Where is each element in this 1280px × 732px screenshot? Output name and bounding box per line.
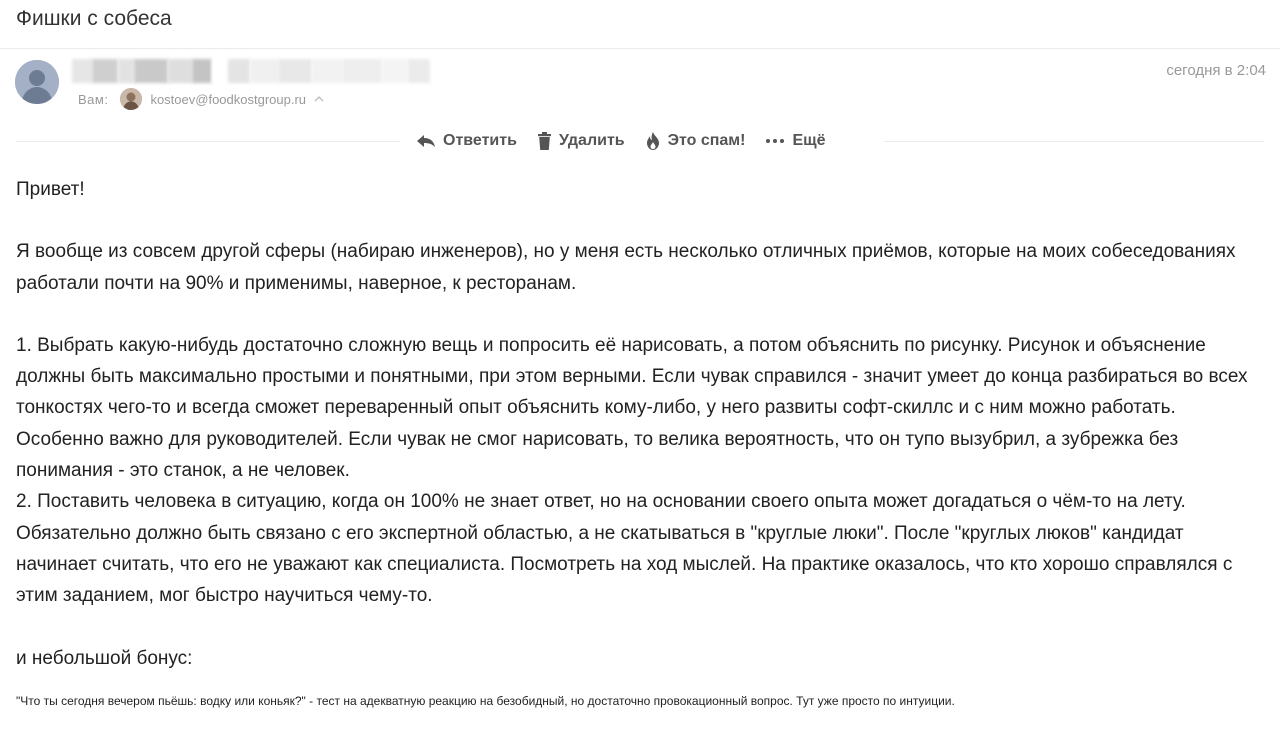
header-divider [0, 48, 1280, 49]
greeting: Привет! [16, 179, 85, 200]
intro-paragraph: Я вообще из совсем другой сферы (набираю инженеров), но у меня есть несколько отличных приёмов, которые на моих собеседованиях работали почти на 90% и применимы, наверное, к ресторанам. [16, 241, 1236, 294]
tip-item-1: 1. Выбрать какую-нибудь достаточно сложную вещь и попросить её нарисовать, а потом объяснить по рисунку. Рисунок и объяснение должны быть максимально простыми и понятными, при этом верными. Если чувак справился - значит умеет до конца разбираться во всех тонкостях чего-то и всегда сможет переваренный опыт объяснить кому-либо, у него развиты софт-скиллс и с ним можно работать. Особенно важно для руководителей. Если чувак не смог нарисовать, то велика вероятность, что он тупо вызубрил, а зубрежка без понимания - это станок, а не человек. [16, 334, 1248, 482]
recipient-avatar [120, 88, 142, 110]
to-label: Вам: [78, 91, 109, 107]
more-label: Ещё [792, 132, 826, 149]
email-body [16, 174, 1266, 674]
more-button[interactable] [765, 132, 825, 150]
user-avatar-icon [15, 60, 59, 104]
bonus-heading: и небольшой бонус: [16, 647, 193, 669]
fire-icon [645, 132, 661, 150]
dots-icon [765, 138, 785, 144]
toolbar-divider-right [884, 141, 1264, 142]
recipient-line [78, 89, 324, 109]
trash-icon [537, 132, 552, 150]
bonus-note: "Что ты сегодня вечером пьёшь: водку или коньяк?" - тест на адекватную реакцию на безобидный, но достаточно провокационный вопрос. Тут уже просто по интуиции. [16, 694, 955, 708]
sender-name-redacted [72, 59, 430, 83]
email-subject: Фишки с собеса [16, 7, 172, 30]
tip-item-2: 2. Поставить человека в ситуацию, когда он 100% не знает ответ, но на основании своего опыта может догадаться о чём-то на лету. Обязательно должно быть связано с его экспертной областью, а не скатываться в "круглые люки". После "круглых люков" кандидат начинает считать, что его не уважают как специалиста. Посмотреть на ход мыслей. На практике оказалось, что кто хорошо справлялся с этим заданием, мог быстро научиться чему-то. [16, 491, 1233, 607]
spam-button[interactable] [645, 132, 746, 150]
email-date: сегодня в 2:04 [1166, 62, 1266, 79]
sender-avatar[interactable] [15, 60, 59, 104]
delete-label: Удалить [558, 132, 625, 149]
reply-label: Ответить [443, 132, 517, 149]
toolbar-divider-left [16, 141, 400, 142]
reply-arrow-icon [416, 134, 436, 148]
spam-label: Это спам! [667, 132, 746, 149]
recipient-email[interactable]: kostoev@foodkostgroup.ru [150, 91, 307, 107]
message-toolbar [0, 128, 1280, 154]
chevron-up-icon[interactable] [314, 93, 324, 105]
recipient-avatar-icon [120, 88, 142, 110]
reply-button[interactable] [416, 132, 517, 150]
delete-button[interactable] [537, 132, 625, 150]
